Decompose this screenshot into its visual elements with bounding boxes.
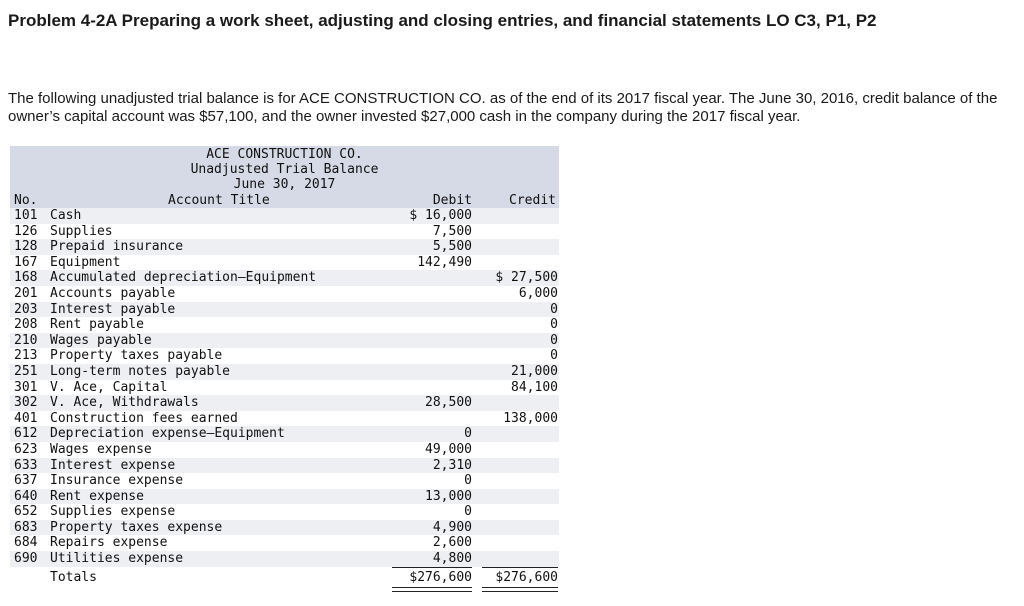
account-number: 101 bbox=[14, 208, 38, 223]
account-title: Insurance expense bbox=[50, 473, 184, 489]
debit-amount: 28,500 bbox=[425, 395, 472, 411]
account-number: 652 bbox=[14, 504, 38, 520]
debit-amount: 0 bbox=[464, 504, 472, 520]
account-number: 128 bbox=[14, 239, 38, 255]
table-row bbox=[10, 364, 559, 380]
table-row bbox=[10, 224, 559, 240]
account-title: Property taxes payable bbox=[50, 348, 223, 364]
problem-intro: The following unadjusted trial balance is for ACE CONSTRUCTION CO. as of the end of its 2017 fiscal year. The June 30, 2016, credit balance of the owner’s capital account was $57,100, and the owner invested $27,000 cash in the company during the 2017 fiscal year. bbox=[8, 90, 998, 125]
table-row bbox=[10, 551, 559, 567]
table-row bbox=[10, 535, 559, 551]
table-row bbox=[10, 348, 559, 364]
account-number: 168 bbox=[14, 270, 38, 286]
account-title: Interest payable bbox=[50, 301, 176, 317]
table-row bbox=[10, 458, 559, 474]
account-number: 213 bbox=[14, 348, 38, 364]
account-title: Cash bbox=[50, 208, 82, 223]
account-number: 690 bbox=[14, 551, 38, 567]
account-title: Rent expense bbox=[50, 488, 144, 504]
debit-amount: 13,000 bbox=[425, 488, 472, 504]
account-title: Supplies bbox=[50, 223, 113, 239]
column-header-debit: Debit bbox=[432, 193, 472, 208]
account-title: Prepaid insurance bbox=[50, 239, 184, 255]
account-title: Depreciation expense—Equipment bbox=[50, 426, 285, 442]
account-number: 167 bbox=[14, 254, 38, 270]
account-title: Repairs expense bbox=[50, 535, 168, 551]
table-row bbox=[10, 395, 559, 411]
table-row bbox=[10, 489, 559, 505]
account-number: 633 bbox=[14, 457, 38, 473]
account-title: Wages payable bbox=[50, 332, 152, 348]
statement-date: June 30, 2017 bbox=[233, 177, 336, 192]
company-name: ACE CONSTRUCTION CO. bbox=[206, 147, 363, 162]
credit-amount: 0 bbox=[550, 317, 558, 333]
table-row bbox=[10, 426, 559, 442]
account-number: 208 bbox=[14, 317, 38, 333]
account-rows bbox=[10, 208, 559, 567]
table-row bbox=[10, 286, 559, 302]
account-title: Accumulated depreciation—Equipment bbox=[50, 270, 317, 286]
account-title: Utilities expense bbox=[50, 551, 184, 567]
debit-amount: 0 bbox=[464, 426, 472, 442]
table-row bbox=[10, 473, 559, 489]
credit-amount: 0 bbox=[550, 348, 558, 364]
credit-amount: 6,000 bbox=[518, 285, 558, 301]
credit-amount: 21,000 bbox=[511, 363, 558, 379]
account-title: Construction fees earned bbox=[50, 410, 238, 426]
debit-amount: 7,500 bbox=[432, 223, 472, 239]
account-number: 612 bbox=[14, 426, 38, 442]
account-title: Interest expense bbox=[50, 457, 176, 473]
account-number: 301 bbox=[14, 379, 38, 395]
account-number: 637 bbox=[14, 473, 38, 489]
credit-amount: 0 bbox=[550, 332, 558, 348]
table-row bbox=[10, 302, 559, 318]
total-debit: $276,600 bbox=[409, 569, 472, 585]
column-header-account: Account Title bbox=[168, 193, 270, 208]
credit-amount: 84,100 bbox=[511, 379, 558, 395]
account-title: Equipment bbox=[50, 254, 121, 270]
table-row bbox=[10, 504, 559, 520]
account-number: 210 bbox=[14, 332, 38, 348]
table-row bbox=[10, 520, 559, 536]
account-number: 203 bbox=[14, 301, 38, 317]
table-row bbox=[10, 270, 559, 286]
account-number: 640 bbox=[14, 488, 38, 504]
account-title: Rent payable bbox=[50, 317, 144, 333]
debit-amount: 2,600 bbox=[432, 535, 472, 551]
credit-double-underline bbox=[482, 587, 558, 592]
debit-amount: 4,900 bbox=[432, 519, 472, 535]
total-credit: $276,600 bbox=[495, 569, 558, 585]
statement-title: Unadjusted Trial Balance bbox=[190, 162, 379, 177]
table-row bbox=[10, 333, 559, 349]
trial-balance-table bbox=[10, 146, 559, 593]
problem-title: Problem 4-2A Preparing a work sheet, adjusting and closing entries, and financial statements LO C3, P1, P2 bbox=[8, 11, 877, 30]
debit-amount: 0 bbox=[464, 473, 472, 489]
account-number: 683 bbox=[14, 519, 38, 535]
account-title: Property taxes expense bbox=[50, 519, 223, 535]
table-row bbox=[10, 255, 559, 271]
account-number: 623 bbox=[14, 441, 38, 457]
table-row bbox=[10, 442, 559, 458]
debit-amount: 49,000 bbox=[425, 441, 472, 457]
table-row bbox=[10, 317, 559, 333]
account-title: Accounts payable bbox=[50, 285, 176, 301]
account-number: 201 bbox=[14, 285, 38, 301]
debit-amount: 5,500 bbox=[432, 239, 472, 255]
table-row bbox=[10, 411, 559, 427]
account-number: 684 bbox=[14, 535, 38, 551]
debit-amount: 4,800 bbox=[432, 551, 472, 567]
debit-amount: 142,490 bbox=[417, 254, 472, 270]
account-number: 401 bbox=[14, 410, 38, 426]
totals-label: Totals bbox=[50, 569, 97, 585]
totals-row bbox=[10, 567, 559, 593]
account-title: V. Ace, Capital bbox=[50, 379, 168, 395]
credit-amount: 138,000 bbox=[503, 410, 558, 426]
account-number: 302 bbox=[14, 395, 38, 411]
credit-amount: 0 bbox=[550, 301, 558, 317]
account-number: 251 bbox=[14, 363, 38, 379]
account-title: Supplies expense bbox=[50, 504, 176, 520]
account-number: 126 bbox=[14, 223, 38, 239]
account-title: Long-term notes payable bbox=[50, 363, 231, 379]
trial-balance-header bbox=[10, 146, 559, 208]
column-header-no: No. bbox=[14, 193, 38, 208]
credit-amount: $ 27,500 bbox=[495, 270, 558, 286]
account-title: Wages expense bbox=[50, 441, 152, 457]
debit-amount: $ 16,000 bbox=[409, 208, 472, 223]
debit-amount: 2,310 bbox=[432, 457, 472, 473]
table-row bbox=[10, 380, 559, 396]
debit-double-underline bbox=[392, 587, 472, 592]
account-title: V. Ace, Withdrawals bbox=[50, 395, 199, 411]
table-row bbox=[10, 208, 559, 224]
table-row bbox=[10, 239, 559, 255]
column-header-credit: Credit bbox=[509, 193, 556, 208]
